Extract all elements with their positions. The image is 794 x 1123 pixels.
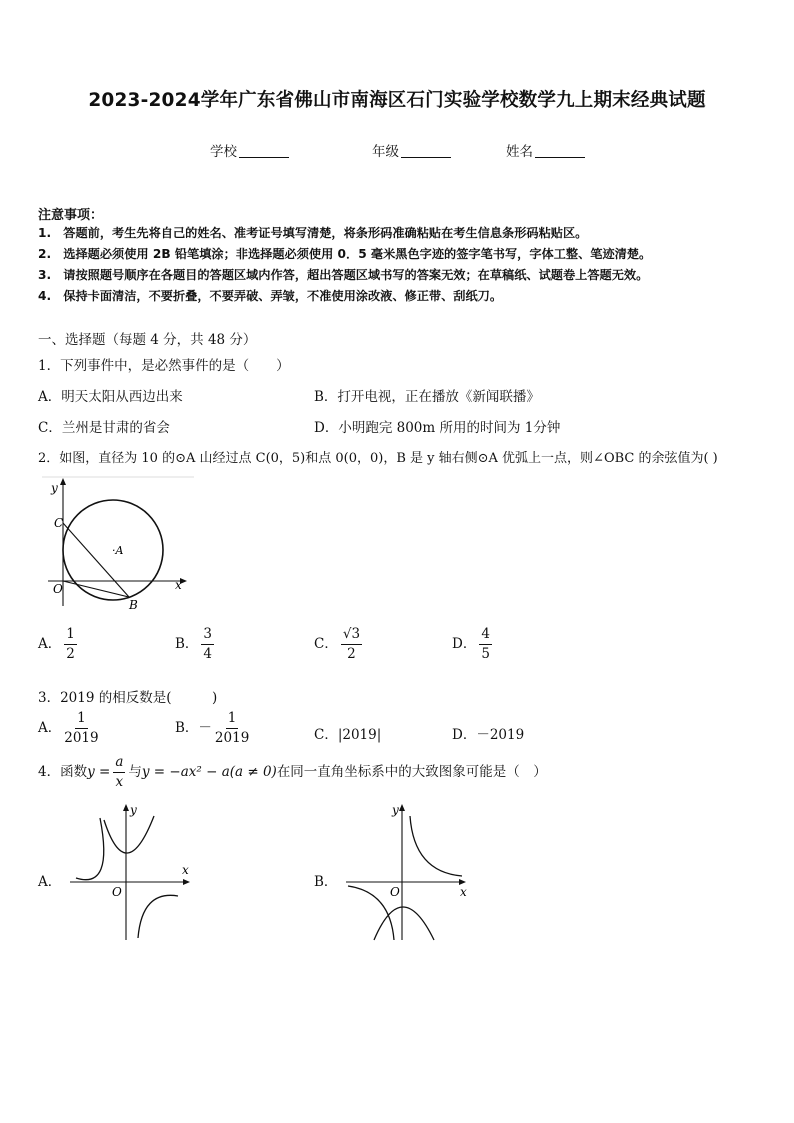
q3-option-a[interactable] — [38, 712, 102, 745]
denominator: 2 — [66, 645, 75, 662]
parabola — [104, 816, 154, 853]
q2-stem: 2．如图，直径为 10 的⊙A 山经过点 C(0，5)和点 0(0，0)，B 是 y 轴右侧⊙A 优弧上一点，则∠OBC 的余弦值为( ) — [38, 451, 718, 466]
q1-stem: 1．下列事件中，是必然事件的是（ ） — [38, 358, 290, 374]
fraction — [64, 628, 77, 661]
note-item: 2. 选择题必须使用 2B 铅笔填涂；非选择题必须使用 0．5 毫米黑色字迹的签字笔书写，字体工整、笔迹清楚。 — [38, 247, 652, 261]
fraction — [113, 756, 125, 789]
numerator: a — [113, 756, 125, 773]
label-o: O — [390, 885, 400, 899]
q1-option-d[interactable]: D．小明跑完 800m 所用的时间为 1分钟 — [314, 420, 561, 436]
school-field[interactable] — [210, 140, 289, 160]
option-label: B． — [175, 636, 199, 652]
segment-cb — [63, 523, 129, 597]
numerator: 4 — [479, 628, 492, 645]
q4-formula: y = −ax² − a(a ≠ 0) — [141, 764, 277, 780]
hyperbola-branch-upper — [410, 816, 462, 876]
segment-ob — [63, 581, 129, 597]
label-b: B — [129, 598, 138, 612]
option-label: A． — [38, 636, 62, 652]
denominator: 2019 — [214, 729, 250, 746]
numerator: 1 — [64, 628, 77, 645]
name-blank[interactable] — [535, 144, 585, 158]
numerator: 1 — [226, 712, 239, 729]
q4-stem — [38, 756, 547, 789]
q2-option-b[interactable] — [175, 628, 217, 661]
numerator: √3 — [341, 628, 362, 645]
option-label: B．－ — [175, 720, 212, 736]
q2-circle-figure — [38, 474, 198, 614]
label-x: x — [182, 863, 189, 877]
q1-option-b[interactable]: B．打开电视，正在播放《新闻联播》 — [314, 389, 540, 405]
y-axis-arrow — [399, 804, 405, 811]
denominator: 2 — [347, 645, 356, 662]
q2-option-a[interactable] — [38, 628, 80, 661]
q4-stem-mid: 与 — [128, 764, 142, 780]
denominator: x — [115, 773, 124, 790]
y-axis-arrow — [123, 804, 129, 811]
fraction — [201, 628, 214, 661]
fraction — [64, 712, 98, 745]
y-axis-arrow — [60, 478, 66, 485]
fraction — [215, 712, 249, 745]
note-item: 3. 请按照题号顺序在各题目的答题区域内作答，超出答题区域书写的答案无效；在草稿纸、试题卷上答题无效。 — [38, 268, 649, 282]
q4-graph-b — [344, 800, 474, 942]
name-label: 姓名 — [506, 144, 533, 160]
q4-graph-a — [68, 800, 198, 942]
q1-option-a[interactable]: A．明天太阳从西边出来 — [38, 389, 183, 405]
q1-option-c[interactable]: C．兰州是甘肃的省会 — [38, 420, 170, 436]
hyperbola-branch-upper — [76, 818, 104, 880]
label-o: O — [112, 885, 122, 899]
numerator: 3 — [201, 628, 214, 645]
x-axis-arrow — [183, 879, 190, 885]
label-y: y — [392, 803, 399, 817]
parabola — [374, 907, 434, 940]
school-blank[interactable] — [239, 144, 289, 158]
q2-option-d[interactable] — [452, 628, 495, 661]
hyperbola-branch-lower — [348, 886, 394, 940]
page-title: 2023-2024学年广东省佛山市南海区石门实验学校数学九上期末经典试题 — [88, 90, 706, 111]
denominator: 4 — [203, 645, 213, 662]
option-label: C． — [314, 636, 338, 652]
label-x: x — [460, 885, 467, 899]
option-label: A． — [38, 720, 62, 736]
grade-label: 年级 — [372, 144, 399, 160]
name-field[interactable] — [506, 140, 585, 160]
denominator: 5 — [481, 645, 490, 662]
q3-option-b[interactable] — [175, 712, 252, 745]
fraction — [341, 628, 362, 661]
grade-field[interactable] — [372, 140, 451, 160]
label-a: ·A — [112, 544, 124, 557]
numerator: 1 — [75, 712, 88, 729]
q3-stem: 3．2019 的相反数是( ) — [38, 690, 218, 706]
q2-option-c[interactable] — [314, 628, 365, 661]
fraction — [479, 628, 492, 661]
section-title: 一、选择题（每题 4 分，共 48 分） — [38, 332, 257, 348]
q4-stem-suffix: 在同一直角坐标系中的大致图象可能是（ ） — [276, 764, 547, 780]
note-item: 1. 答题前，考生先将自己的姓名、准考证号填写清楚，将条形码准确粘贴在考生信息条形码粘贴区。 — [38, 226, 588, 240]
label-o: O — [53, 582, 63, 596]
denominator: 2019 — [64, 729, 99, 746]
label-c: C — [54, 516, 64, 530]
label-y: y — [130, 803, 137, 817]
option-label: D． — [452, 636, 477, 652]
label-y: y — [51, 481, 58, 495]
notes-heading: 注意事项： — [38, 208, 104, 223]
school-label: 学校 — [210, 144, 237, 160]
q4-stem-prefix: 4．函数 — [38, 764, 88, 780]
note-item: 4. 保持卡面清洁，不要折叠，不要弄破、弄皱，不准使用涂改液、修正带、刮纸刀。 — [38, 289, 503, 303]
q4-option-a[interactable]: A． — [38, 874, 62, 890]
hyperbola-branch-lower — [138, 895, 178, 938]
grade-blank[interactable] — [401, 144, 451, 158]
q4-option-b[interactable]: B． — [314, 874, 338, 890]
q3-option-d[interactable]: D．－2019 — [452, 727, 525, 743]
q4-y-equals: y = — [87, 764, 111, 780]
q3-option-c[interactable]: C．|2019| — [314, 727, 382, 743]
label-x: x — [175, 578, 182, 592]
